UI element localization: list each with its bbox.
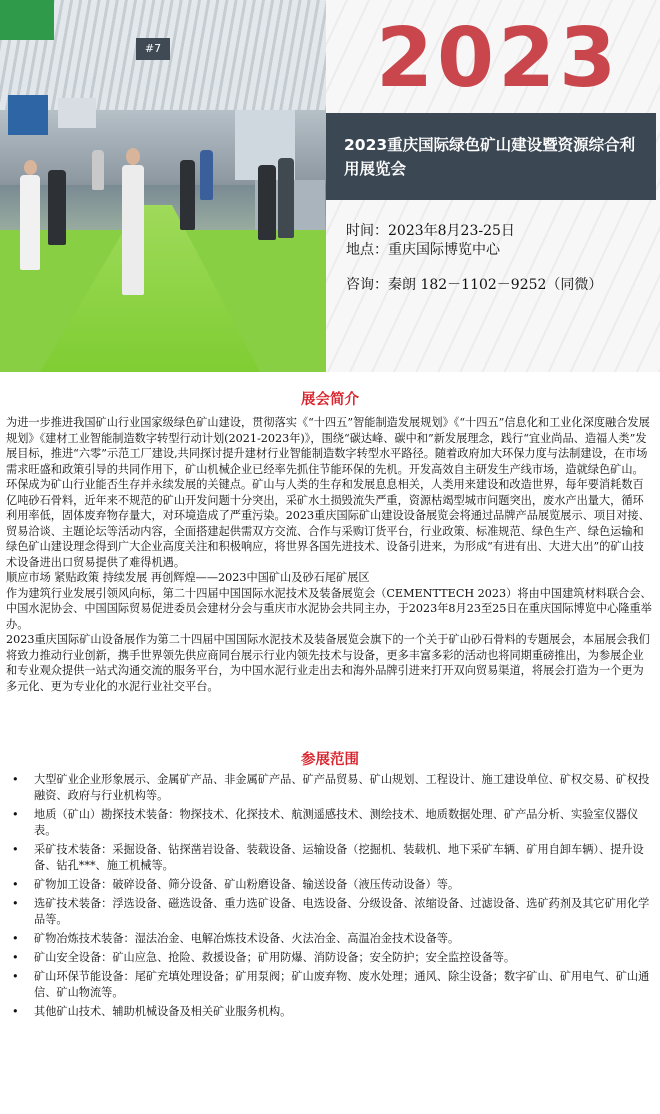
- booth-panel: [8, 95, 48, 135]
- visitor: [48, 170, 66, 245]
- hall-number-sign: #7: [136, 38, 170, 60]
- bullet-icon: •: [12, 843, 19, 856]
- scope-item-text: 矿物冶炼技术装备：湿法冶金、电解冶炼技术设备、火法冶金、高温冶金技术设备等。: [34, 932, 460, 945]
- booth-panel: [58, 98, 96, 128]
- list-item: [12, 772, 652, 804]
- intro-paragraph: 为进一步推进我国矿山行业国家级绿色矿山建设，贯彻落实《“十四五”智能制造发展规划》《“十四五”信息化和工业化深度融合发展规划》《建材工业智能制造数字转型行动计划(2021-2023年)》，围绕“碳达峰、碳中和”新发展理念，践行“宜业尚品、造福人类”发展目标，推进“六零”示范工厂建设,共同探讨提升建材行业智能制造数字转型水平路径。随着政府加大环保力度与法制建设，在市场需求旺盛和政策引导的共同作用下，矿山机械企业已经率先抓住节能环保的先机。开发高效自主研发生产线市场，造就绿色矿山。环保成为矿山行业能否生存并永续发展的关键点。矿山与人类的生存和发展息息相关，人类用来建设和改造世界，每年要消耗数百亿吨砂石骨料，近年来不规范的矿山开发问题十分突出，采矿水土损毁流失严重，资源枯竭型城市问题突出，废水产出量大，循环利用率低，固体废弃物存量大，对环境造成了严重污染。2023重庆国际矿山建设设备展览会将通过品牌产品展览展示、项目对接、贸易洽谈、主题论坛等活动内容，全面搭建起供需双方交流、合作与采购订货平台，行业政策、标准规范、绿色生产、绿色运输和绿色矿山建设理念得到广大企业高度关注和积极响应，将世界各国先进技术、设备引进来，为形成“有进有出、大进大出”的矿山技术设备进出口贸易提供了难得机遇。: [6, 416, 650, 569]
- bullet-icon: •: [12, 808, 19, 821]
- bullet-icon: •: [12, 970, 19, 983]
- green-signboard: [0, 0, 54, 40]
- visitor: [180, 160, 195, 230]
- venue-label: 地点：: [346, 242, 388, 258]
- time-value: 2023年8月23-25日: [388, 223, 515, 239]
- intro-heading: 展会简介: [301, 392, 359, 408]
- scope-item-text: 其他矿山技术、辅助机械设备及相关矿业服务机构。: [34, 1005, 292, 1018]
- exhibition-hall-photo: [0, 0, 326, 372]
- contact-label: 咨询：: [346, 277, 388, 293]
- list-item: [12, 807, 652, 839]
- bullet-icon: •: [12, 878, 19, 891]
- scope-item-text: 矿山环保节能设备：尾矿充填处理设备；矿用泵阀；矿山废弃物、废水处理；通风、除尘设备；数字矿山、矿用电气、矿山通信、矿山物流等。: [34, 970, 650, 999]
- scope-item-text: 矿山安全设备：矿山应急、抢险、救援设备；矿用防爆、消防设备；安全防护；安全监控设备等。: [34, 951, 516, 964]
- contact-value: 秦朗 182－1102－9252（同微）: [388, 277, 603, 293]
- venue-value: 重庆国际博览中心: [388, 242, 500, 258]
- scope-item-text: 地质（矿山）勘探技术装备：物探技术、化探技术、航测遥感技术、测绘技术、地质数据处理、矿产品分析、实验室仪器仪表。: [34, 808, 639, 837]
- visitor: [200, 150, 213, 200]
- hero-banner: [0, 0, 660, 372]
- scope-heading: 参展范围: [301, 752, 359, 768]
- scope-item-text: 选矿技术装备：浮选设备、磁选设备、重力选矿设备、电选设备、分级设备、浓缩设备、过滤设备、选矿药剂及其它矿用化学品等。: [34, 897, 650, 926]
- visitor: [278, 158, 294, 238]
- contact-line: [346, 274, 602, 294]
- list-item: [12, 842, 652, 874]
- time-line: [346, 220, 515, 240]
- bullet-icon: •: [12, 1005, 19, 1018]
- list-item: [12, 931, 652, 947]
- list-item: [12, 969, 652, 1001]
- scope-item-text: 大型矿业企业形象展示、金属矿产品、非金属矿产品、矿产品贸易、矿山规划、工程设计、施工建设单位、矿权交易、矿权投融资、政府与行业机构等。: [34, 773, 650, 802]
- bullet-icon: •: [12, 897, 19, 910]
- banner-title: 2023重庆国际绿色矿山建设暨资源综合利用展览会: [326, 113, 656, 200]
- scope-item-text: 采矿技术装备：采掘设备、钻探凿岩设备、装载设备、运输设备（挖掘机、装载机、地下采矿车辆、矿用自卸车辆）、提升设备、钻孔***、施工机械等。: [34, 843, 644, 872]
- visitor-head: [24, 160, 37, 175]
- banner-year: 2023: [376, 11, 621, 106]
- list-item: [12, 950, 652, 966]
- intro-paragraph: 2023重庆国际矿山设备展作为第二十四届中国国际水泥技术及装备展览会旗下的一个关于矿山砂石骨料的专题展会，本届展会我们将致力推动行业创新，携手世界领先供应商同台展示行业内领先技术与设备，更多丰富多彩的活动也将同期重磅推出，为参展企业和专业观众提供一站式沟通交流的服务平台，为中国水泥行业走出去和海外品牌引进来打开双向贸易渠道，将展会打造为一个更为多元化、更为专业化的水泥行业社交平台。: [6, 633, 650, 693]
- time-label: 时间：: [346, 223, 388, 239]
- list-item: [12, 877, 652, 893]
- list-item: [12, 1004, 652, 1020]
- bullet-icon: •: [12, 932, 19, 945]
- intro-paragraph: 顺应市场 紧贴政策 持续发展 再创辉煌——2023中国矿山及砂石尾矿展区: [6, 571, 370, 584]
- bullet-icon: •: [12, 773, 19, 786]
- intro-paragraph: 作为建筑行业发展引领风向标，第二十四届中国国际水泥技术及装备展览会（CEMENTTECH 2023）将由中国建筑材料联合会、中国水泥协会、中国国际贸易促进委员会建材分会与重庆市水泥协会共同主办，于2023年8月23至25日在重庆国际博览中心隆重举办。: [6, 586, 652, 631]
- venue-line: [346, 239, 500, 259]
- visitor: [122, 165, 144, 295]
- scope-list: [12, 772, 652, 1023]
- visitor-head: [126, 148, 140, 165]
- visitor: [92, 150, 104, 190]
- list-item: [12, 896, 652, 928]
- bullet-icon: •: [12, 951, 19, 964]
- visitor: [258, 165, 276, 240]
- intro-section: [6, 415, 652, 694]
- visitor: [20, 175, 40, 270]
- scope-item-text: 矿物加工设备：破碎设备、筛分设备、矿山粉磨设备、输送设备（液压传动设备）等。: [34, 878, 460, 891]
